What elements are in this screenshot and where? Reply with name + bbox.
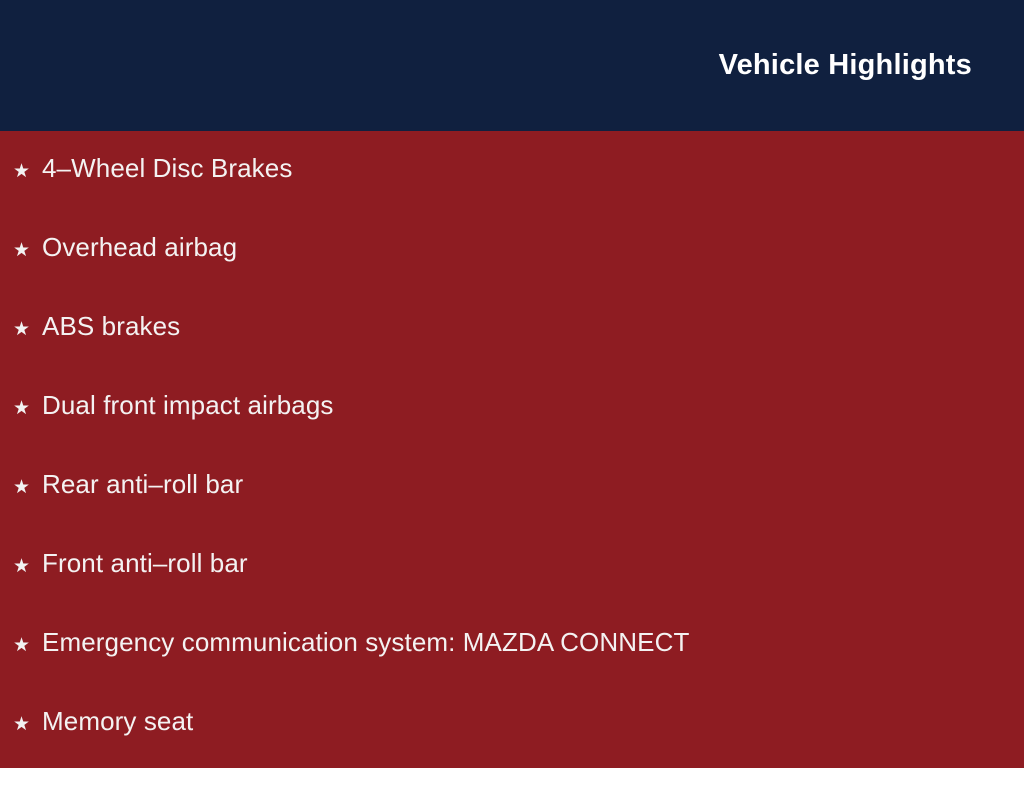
list-item-label: Emergency communication system: MAZDA CONNECT (42, 627, 690, 657)
list-item-label: Overhead airbag (42, 232, 238, 262)
list-item-label: Dual front impact airbags (42, 390, 334, 420)
list-item (0, 548, 1024, 627)
star-bullet-icon: ★ (13, 556, 31, 577)
list-item (0, 627, 1024, 706)
list-item-label: Memory seat (42, 706, 194, 736)
star-bullet-icon: ★ (13, 240, 31, 261)
star-bullet-icon: ★ (13, 161, 31, 182)
list-item-label: 4–Wheel Disc Brakes (42, 153, 293, 183)
list-item-label: ABS brakes (42, 311, 181, 341)
list-item (0, 232, 1024, 311)
list-item-label: Front anti–roll bar (42, 548, 248, 578)
list-item (0, 469, 1024, 548)
list-item (0, 153, 1024, 232)
star-bullet-icon: ★ (13, 398, 31, 419)
slide-header (0, 0, 1024, 131)
list-item (0, 390, 1024, 469)
star-bullet-icon: ★ (13, 714, 31, 735)
star-bullet-icon: ★ (13, 635, 31, 656)
star-bullet-icon: ★ (13, 319, 31, 340)
list-item (0, 311, 1024, 390)
list-item (0, 706, 1024, 785)
page-title: Vehicle Highlights (718, 48, 972, 81)
highlights-section (0, 131, 1024, 785)
list-item-label: Rear anti–roll bar (42, 469, 244, 499)
highlights-list (0, 153, 1024, 785)
star-bullet-icon: ★ (13, 477, 31, 498)
